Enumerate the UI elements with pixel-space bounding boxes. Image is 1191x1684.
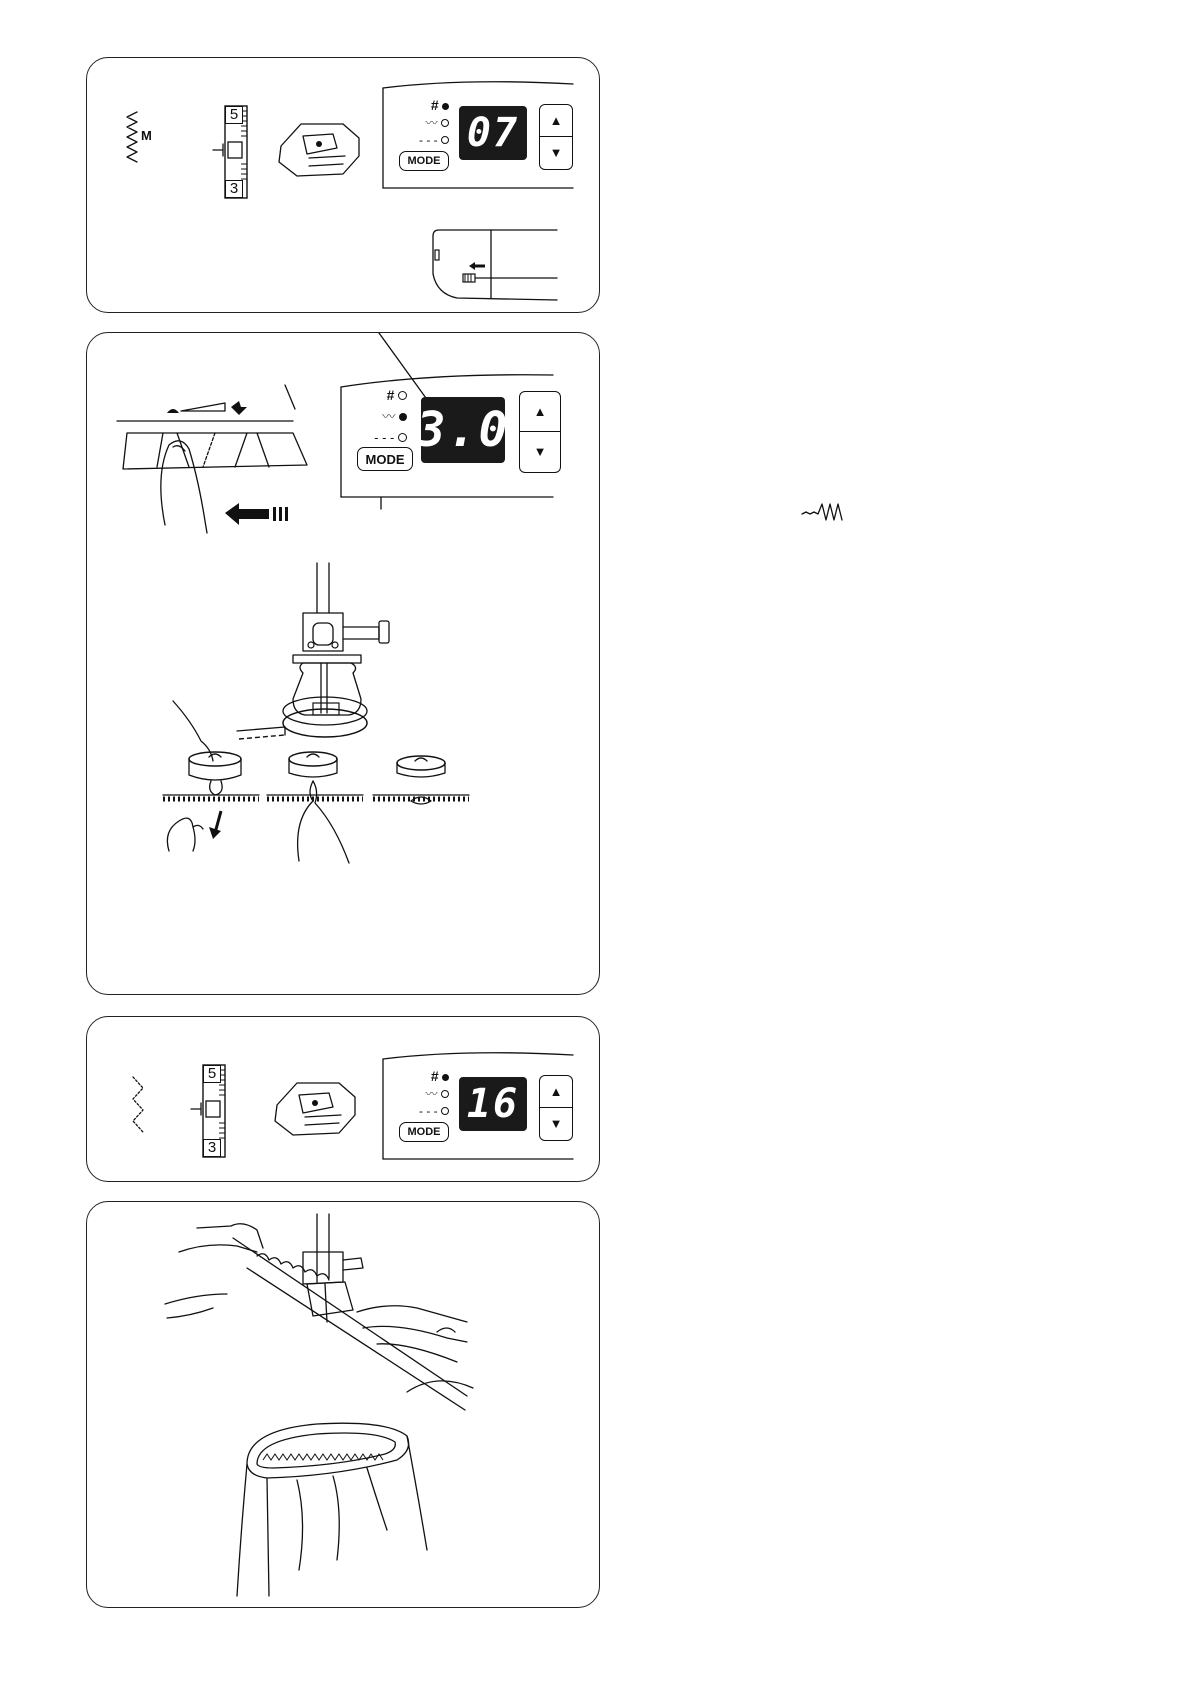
indicator-led-off bbox=[441, 136, 449, 144]
indicator-led-on bbox=[442, 1074, 449, 1081]
presser-foot-icon bbox=[273, 116, 363, 188]
panel-button-sewing-setting bbox=[86, 57, 600, 313]
panel-elastic-setting bbox=[86, 1016, 600, 1182]
indicator-led-on bbox=[442, 103, 449, 110]
up-button[interactable]: ▲ bbox=[520, 392, 560, 432]
indicator-led-off bbox=[398, 391, 407, 400]
speed-slider-icon bbox=[117, 385, 307, 535]
zigzag-indicator-icon: 〰 bbox=[425, 116, 438, 130]
panel-speed-and-button-sewing bbox=[86, 332, 600, 995]
down-button[interactable]: ▼ bbox=[549, 1116, 563, 1131]
sewing-elastic-hands-illustration bbox=[167, 1212, 567, 1412]
hash-indicator-label: # bbox=[430, 97, 439, 113]
indicator-led-on bbox=[399, 413, 407, 421]
up-button[interactable]: ▲ bbox=[540, 1076, 572, 1108]
stitch-dial bbox=[191, 1065, 231, 1157]
dial-bottom-number: 3 bbox=[225, 180, 243, 198]
dial-top-number: 5 bbox=[225, 106, 243, 124]
zigzag-pattern-icon bbox=[131, 1075, 151, 1137]
presser-foot-icon bbox=[269, 1075, 359, 1147]
up-down-buttons bbox=[539, 1075, 573, 1141]
straight-indicator-icon: - - - bbox=[419, 133, 438, 147]
down-button[interactable]: ▼ bbox=[549, 145, 563, 160]
panel-elastic-sewing-illustration bbox=[86, 1201, 600, 1608]
up-down-buttons bbox=[539, 104, 573, 170]
dial-bottom-number: 3 bbox=[203, 1139, 221, 1157]
hash-indicator-label: # bbox=[430, 1068, 439, 1084]
stitch-dial bbox=[213, 106, 253, 198]
indicator-led-off bbox=[398, 433, 407, 442]
mode-button[interactable]: MODE bbox=[399, 151, 449, 171]
mode-indicators bbox=[351, 385, 407, 448]
feed-dog-lever-icon bbox=[427, 228, 557, 304]
zigzag-indicator-icon: 〰 bbox=[382, 409, 396, 424]
mode-button[interactable]: MODE bbox=[357, 447, 413, 471]
straight-indicator-icon: - - - bbox=[374, 430, 395, 445]
indicator-led-off bbox=[441, 119, 449, 127]
dial-top-number: 5 bbox=[203, 1065, 221, 1083]
stitch-number-display: 16 bbox=[459, 1077, 527, 1131]
mode-indicators bbox=[397, 97, 449, 149]
mode-indicators bbox=[397, 1068, 449, 1120]
stitch-width-display: 3.0 bbox=[421, 397, 505, 463]
indicator-led-off bbox=[441, 1107, 449, 1115]
up-down-buttons bbox=[519, 391, 561, 473]
zigzag-stitch-symbol-icon bbox=[802, 500, 842, 524]
zigzag-indicator-icon: 〰 bbox=[425, 1087, 438, 1101]
hash-indicator-label: # bbox=[386, 387, 395, 403]
down-button[interactable]: ▼ bbox=[533, 444, 547, 459]
stitch-number-display: 07 bbox=[459, 106, 527, 160]
button-finishing-steps-illustration bbox=[163, 701, 483, 861]
pattern-letter: M bbox=[141, 128, 152, 143]
indicator-led-off bbox=[441, 1090, 449, 1098]
up-button[interactable]: ▲ bbox=[540, 105, 572, 137]
mode-button[interactable]: MODE bbox=[399, 1122, 449, 1142]
straight-indicator-icon: - - - bbox=[419, 1104, 438, 1118]
skirt-with-elastic-waistband-illustration bbox=[237, 1420, 477, 1600]
